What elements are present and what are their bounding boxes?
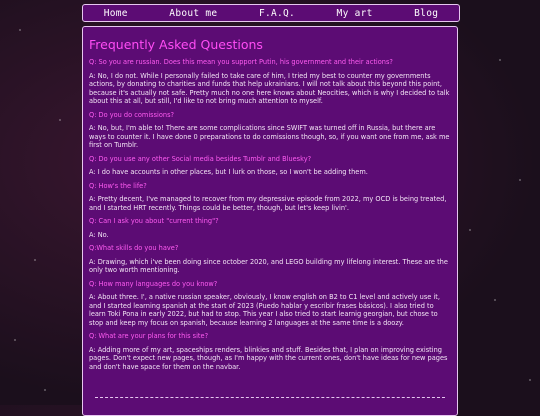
nav-link-about-me[interactable]: About me [169,7,218,19]
nav-link-home[interactable]: Home [103,7,128,19]
faq-question: Q: So you are russian. Does this mean you support Putin, his government and their actions? [89,58,393,66]
faq-answer: A: No. [89,230,109,239]
page-title: Frequently Asked Questions [89,37,263,52]
nav-link-faq[interactable]: F.A.Q. [258,7,296,19]
faq-question: Q:What skills do you have? [89,244,179,252]
faq-answer: A: Pretty decent, I've managed to recover from my depressive episode from 2022, my OCD is being treated, and I started HRT recently. Things could be better, though, but let's keep livin'. [89,195,447,212]
faq-answer: A: Drawing, which i've been doing since october 2020, and LEGO building my lifelong interest. These are the only two worth mentioning. [89,257,448,274]
faq-question: Q: What are your plans for this site? [89,332,209,340]
faq-answer: A: I do have accounts in other places, but I lurk on those, so I won't be adding them. [89,168,368,176]
navbar [82,4,460,22]
faq-answer: A: No, but, I'm able to! There are some complications since SWIFT was turned off in Russia, but there are ways to counter it. I have done 0 preparations to do comissions though, so, if you want one from me, ask me first on Tumblr. [89,124,450,149]
faq-question: Q: How many languages do you know? [89,279,218,288]
nav-link-blog[interactable]: Blog [414,7,439,19]
faq-answer: A: About three. I', a native russian speaker, obviously, I know english on B2 to C1 level and actively use it, and I started learning spanish at the start of 2023 (Puedo hablar y escribir frases básicos). I also tried to learn Toki Pona in early 2022, but had to stop. This year I also tried to start learnig georgian, but chose to stop and keep my focus on spanish, because learning 2 languages at the same time is a doozy. [89,293,440,327]
faq-answer: A: No, I do not. While I personally failed to take care of him, I tried my best to counter my governments actions, by donating to charities and funds that help ukrainians. I will not talk about this beyond this point, because it's actually not safe. Pretty much no one here knows about Neocities, which is why I decided to talk about this at all, but still, I'd like to not bring much attention to myself. [89,71,450,105]
faq-answer: A: Adding more of my art, spaceships renders, blinkies and stuff. Besides that, I plan on improving existing pages. Don't expect new pages, though, as I'm happy with the current ones, don't have ideas for new pages and don't have space for them on the navbar. [89,345,448,371]
faq-question: Q: Do you do comissions? [89,110,175,119]
faq-panel [82,26,458,416]
faq-question: Q: Can I ask you about "current thing"? [89,217,219,225]
divider [95,397,445,398]
faq-question: Q: How's the life? [89,181,147,190]
faq-question: Q: Do you use any other Social media besides Tumblr and Bluesky? [89,154,312,163]
nav-link-my-art[interactable]: My art [336,7,373,19]
